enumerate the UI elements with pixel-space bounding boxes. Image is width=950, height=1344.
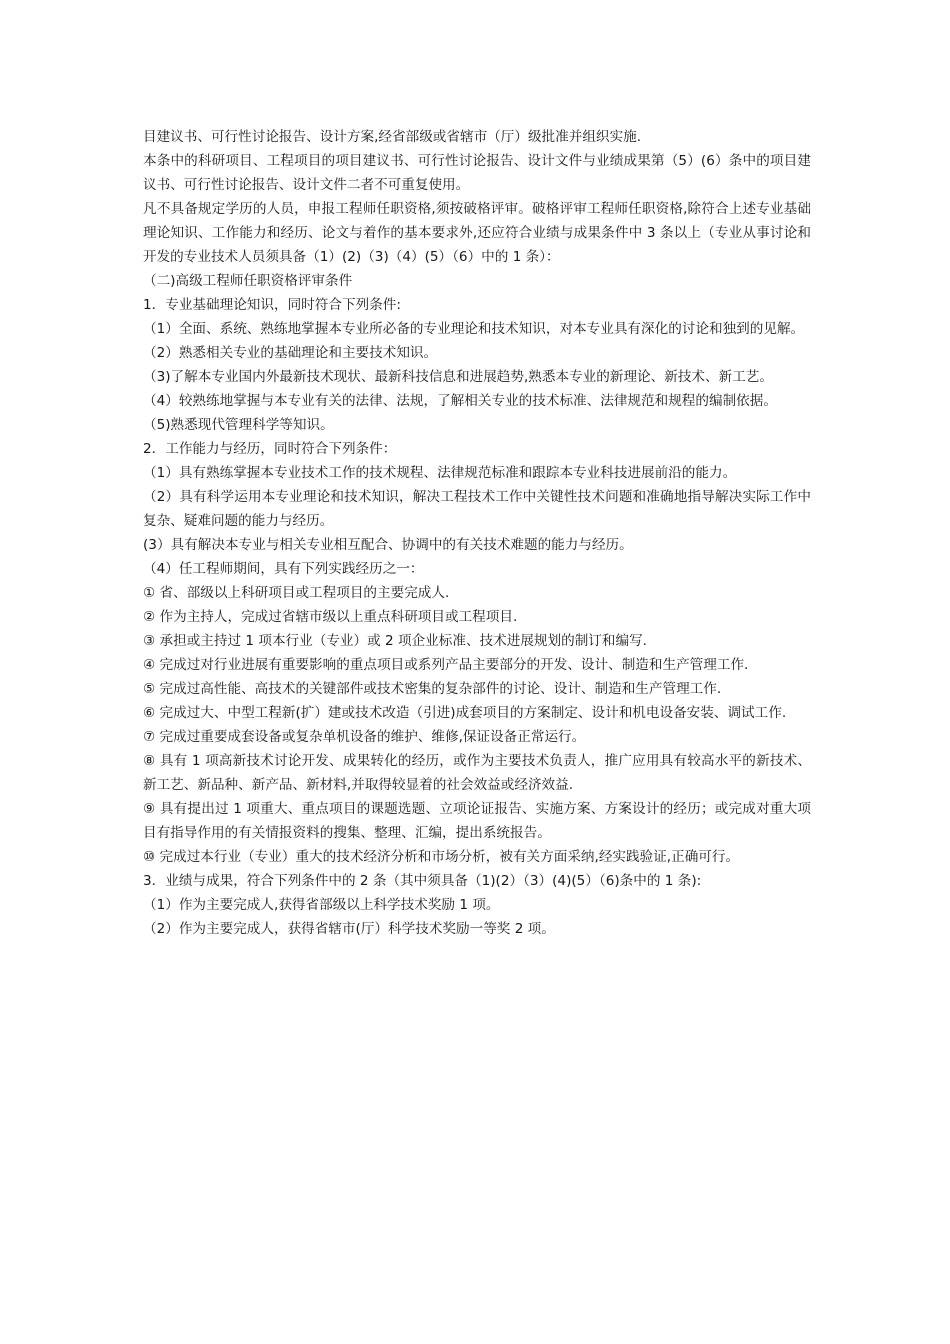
subheading-achievements: 3．业绩与成果，符合下列条件中的 2 条（其中须具备（1)(2）（3）(4)(5）（6)条中的 1 条):: [143, 873, 702, 889]
list-item-achievement-2: （2）作为主要完成人，获得省辖市(厅）科学技术奖励一等奖 2 项。: [143, 921, 555, 937]
paragraph-project-approval: 目建议书、可行性讨论报告、设计方案,经省部级或省辖市（厅）级批准并组织实施.: [143, 129, 642, 145]
experience-item-1: ① 省、部级以上科研项目或工程项目的主要完成人.: [143, 585, 450, 601]
list-item-ability-4: （4）任工程师期间，具有下列实践经历之一：: [143, 561, 424, 577]
paragraph-exceptional-review: 凡不具备规定学历的人员，申报工程师任职资格,须按破格评审。破格评审工程师任职资格,除符合上述专业基础理论知识、工作能力和经历、论文与着作的基本要求外,还应符合业绩与成果条件中 3 条以上（专业从事讨论和开发的专业技术人员须具备（1）(2)（3)（4）(5）（6）中的 1 条）：: [143, 201, 811, 265]
subheading-theory-knowledge: 1．专业基础理论知识，同时符合下列条件:: [143, 297, 401, 313]
section-heading-senior-engineer: （二)高级工程师任职资格评审条件: [143, 273, 353, 289]
list-item-theory-4: （4）较熟练地掌握与本专业有关的法律、法规，了解相关专业的技术标准、法律规范和规程的编制依据。: [143, 393, 777, 409]
list-item-theory-3: （3)了解本专业国内外最新技术现状、最新科技信息和进展趋势,熟悉本专业的新理论、新技术、新工艺。: [143, 369, 773, 385]
list-item-ability-1: （1）具有熟练掌握本专业技术工作的技术规程、法律规范标准和跟踪本专业科技进展前沿的能力。: [143, 465, 737, 481]
experience-item-4: ④ 完成过对行业进展有重要影响的重点项目或系列产品主要部分的开发、设计、制造和生产管理工作.: [143, 657, 749, 673]
experience-item-6: ⑥ 完成过大、中型工程新(扩）建或技术改造（引进)成套项目的方案制定、设计和机电设备安装、调试工作.: [143, 705, 787, 721]
experience-item-5: ⑤ 完成过高性能、高技术的关键部件或技术密集的复杂部件的讨论、设计、制造和生产管理工作.: [143, 681, 722, 697]
list-item-ability-2: （2）具有科学运用本专业理论和技术知识，解决工程技术工作中关键性技术问题和准确地指导解决实际工作中复杂、疑难问题的能力与经历。: [143, 489, 811, 529]
list-item-achievement-1: （1）作为主要完成人,获得省部级以上科学技术奖励 1 项。: [143, 897, 500, 913]
experience-item-10: ⑩ 完成过本行业（专业）重大的技术经济分析和市场分析，被有关方面采纳,经实践验证,正确可行。: [143, 849, 740, 865]
experience-item-3: ③ 承担或主持过 1 项本行业（专业）或 2 项企业标准、技术进展规划的制订和编写.: [143, 633, 648, 649]
document-body: [143, 125, 811, 941]
list-item-ability-3: (3）具有解决本专业与相关专业相互配合、协调中的有关技术难题的能力与经历。: [143, 537, 633, 553]
experience-item-2: ② 作为主持人，完成过省辖市级以上重点科研项目或工程项目.: [143, 609, 518, 625]
experience-item-9: ⑨ 具有提出过 1 项重大、重点项目的课题选题、立项论证报告、实施方案、方案设计的经历；或完成对重大项目有指导作用的有关情报资料的搜集、整理、汇编，提出系统报告。: [143, 801, 811, 841]
subheading-work-ability: 2．工作能力与经历，同时符合下列条件：: [143, 441, 397, 457]
list-item-theory-2: （2）熟悉相关专业的基础理论和主要技术知识。: [143, 345, 438, 361]
experience-item-8: ⑧ 具有 1 项高新技术讨论开发、成果转化的经历，或作为主要技术负责人，推广应用具有较高水平的新技术、新工艺、新品种、新产品、新材料,并取得较显着的社会效益或经济效益.: [143, 753, 811, 793]
list-item-theory-1: （1）全面、系统、熟练地掌握本专业所必备的专业理论和技术知识，对本专业具有深化的讨论和独到的见解。: [143, 321, 805, 337]
paragraph-no-reuse-note: 本条中的科研项目、工程项目的项目建议书、可行性讨论报告、设计文件与业绩成果第（5）(6）条中的项目建议书、可行性讨论报告、设计文件二者不可重复使用。: [143, 153, 811, 193]
experience-item-7: ⑦ 完成过重要成套设备或复杂单机设备的维护、维修,保证设备正常运行。: [143, 729, 586, 745]
list-item-theory-5: （5)熟悉现代管理科学等知识。: [143, 417, 334, 433]
